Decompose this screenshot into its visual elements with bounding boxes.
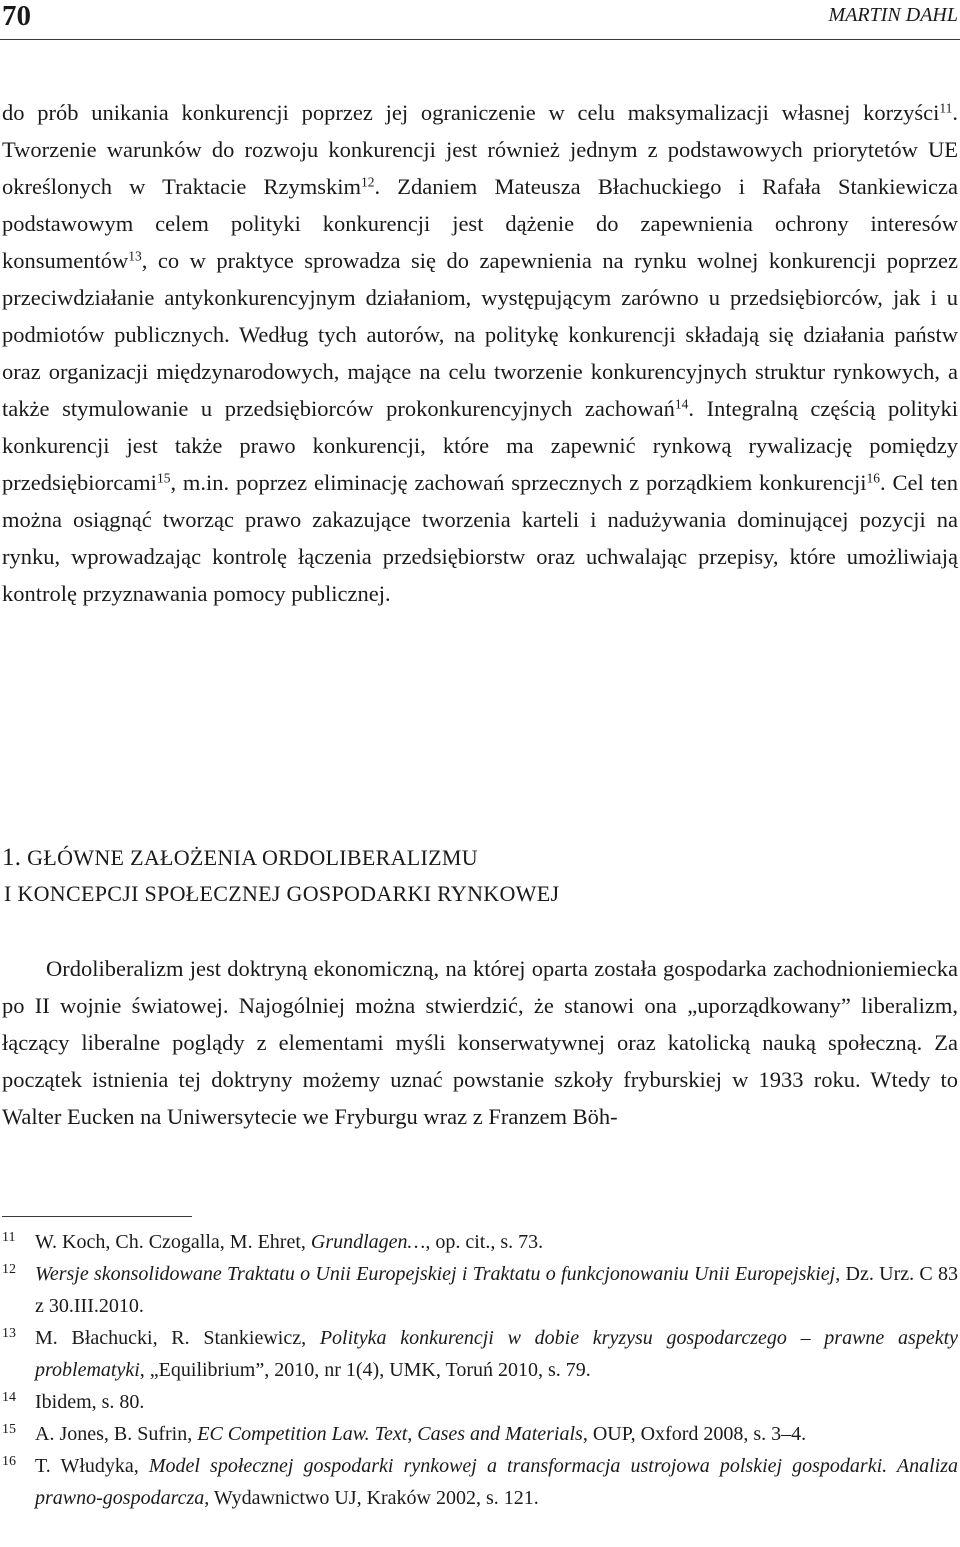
footnote-text: , Dz. Urz. C 83 z 30.III.2010. [35, 1263, 959, 1317]
footnote-14 [0, 1386, 958, 1418]
footnote-11 [0, 1226, 958, 1258]
footnote-title: Grundlagen… [310, 1231, 426, 1253]
footnote-text: Ibidem, s. 80. [35, 1391, 145, 1413]
footnotes [0, 1226, 958, 1514]
footnote-ref-11[interactable]: 11 [939, 100, 953, 116]
footnote-number: 13 [2, 1326, 16, 1341]
footnote-title: EC Competition Law. Text, Cases and Materials [197, 1423, 583, 1445]
running-head-author: MARTIN DAHL [828, 4, 958, 26]
footnote-text: M. Błachucki, R. Stankiewicz, [35, 1327, 320, 1349]
footnote-number: 12 [2, 1262, 16, 1277]
footnote-12 [0, 1258, 958, 1322]
footnote-number: 14 [2, 1390, 16, 1405]
text-run: . Tworzenie warunków do rozwoju konkurencji jest również jednym z podstawowych priorytetów UE określonych w Traktacie Rzymskim [2, 100, 958, 199]
footnote-ref-16[interactable]: 16 [866, 470, 881, 486]
page-number: 70 [2, 0, 31, 32]
footnote-title: Polityka konkurencji w dobie kryzysu gospodarczego – prawne aspekty problematyki [35, 1327, 959, 1381]
footnote-rule [2, 1216, 192, 1217]
footnote-text: W. Koch, Ch. Czogalla, M. Ehret, [35, 1231, 311, 1253]
footnote-title: Wersje skonsolidowane Traktatu o Unii Europejskiej i Traktatu o funkcjonowaniu Unii Europejskiej [35, 1263, 836, 1285]
footnote-number: 16 [2, 1454, 16, 1469]
text-run: , m.in. poprzez eliminację zachowań sprzecznych z porządkiem konkurencji [170, 470, 867, 495]
header-rule [0, 39, 960, 40]
footnote-title: Model społecznej gospodarki rynkowej a transformacja ustrojowa polskiej gospodarki. Analiza prawno-gospodarcza [35, 1455, 958, 1509]
body-paragraph-2: Ordoliberalizm jest doktryną ekonomiczną, na której oparta została gospodarka zachodnioniemiecka po II wojnie światowej. Najogólniej można stwierdzić, że stanowi ona „uporządkowany” liberalizm, łączący liberalne poglądy z elementami myśli konserwatywnej oraz katolicką nauką społeczną. Za początek istnienia tej doktryny możemy uznać powstanie szkoły fryburskiej w 1933 roku. Wtedy to Walter Eucken na Uniwersytecie we Fryburgu wraz z Franzem Böh- [2, 956, 958, 1129]
text-run: , co w praktyce sprowadza się do zapewnienia na rynku wolnej konkurencji poprzez przeciwdziałanie antykonkurencyjnym działaniom, występującym zarówno u przedsiębiorców, jak i u podmiotów publicznych. Według tych autorów, na politykę konkurencji składają się działania państw oraz organizacji międzynarodowych, mające na celu tworzenie konkurencyjnych struktur rynkowych, a także stymulowanie u przedsiębiorców prokonkurencyjnych zachowań [2, 248, 958, 421]
footnote-13 [0, 1322, 958, 1386]
footnote-text: , op. cit., s. 73. [425, 1231, 544, 1253]
body-paragraph-1 [2, 94, 958, 612]
section-number: 1. [2, 844, 22, 871]
footnote-text: , „Equilibrium”, 2010, nr 1(4), UMK, Toruń 2010, s. 79. [139, 1359, 591, 1381]
footnote-text: , Wydawnictwo UJ, Kraków 2002, s. 121. [204, 1487, 539, 1509]
footnote-text: T. Włudyka, [35, 1455, 149, 1477]
footnote-number: 15 [2, 1422, 16, 1437]
text-run: . Cel ten można osiągnąć tworząc prawo zakazujące tworzenia karteli i nadużywania dominującej pozycji na rynku, wprowadzając kontrolę łączenia przedsiębiorstw oraz uchwalając przepisy, które umożliwiają kontrolę przyznawania pomocy publicznej. [2, 470, 958, 606]
section-heading-line-2 [2, 876, 559, 912]
footnote-15 [0, 1418, 958, 1450]
page-header [0, 0, 960, 40]
text-run: . Zdaniem Mateusza Błachuckiego i Rafała Stankiewicza podstawowym celem polityki konkurencji jest dążenie do zapewnienia ochrony interesów konsumentów [2, 174, 958, 273]
footnote-number: 11 [2, 1230, 16, 1245]
footnote-ref-14[interactable]: 14 [674, 396, 689, 412]
section-title-1: GŁÓWNE ZAŁOŻENIA ORDOLIBERALIZMU [27, 845, 478, 870]
footnote-text: , OUP, Oxford 2008, s. 3–4. [582, 1423, 807, 1445]
text-run: . Integralną częścią polityki konkurencji jest także prawo konkurencji, które ma zapewnić rynkową rywalizację pomiędzy przedsiębiorcami [2, 396, 958, 495]
footnote-ref-13[interactable]: 13 [128, 248, 142, 264]
footnote-ref-12[interactable]: 12 [361, 174, 375, 190]
section-heading-line-1 [2, 840, 559, 876]
footnote-16 [0, 1450, 958, 1514]
section-heading [2, 840, 559, 912]
section-title-2: I KONCEPCJI SPOŁECZNEJ GOSPODARKI RYNKOWEJ [4, 881, 560, 906]
footnote-text: A. Jones, B. Sufrin, [35, 1423, 198, 1445]
footnote-ref-15[interactable]: 15 [156, 470, 171, 486]
text-run: do prób unikania konkurencji poprzez jej ograniczenie w celu maksymalizacji własnej korzyści [2, 100, 940, 125]
